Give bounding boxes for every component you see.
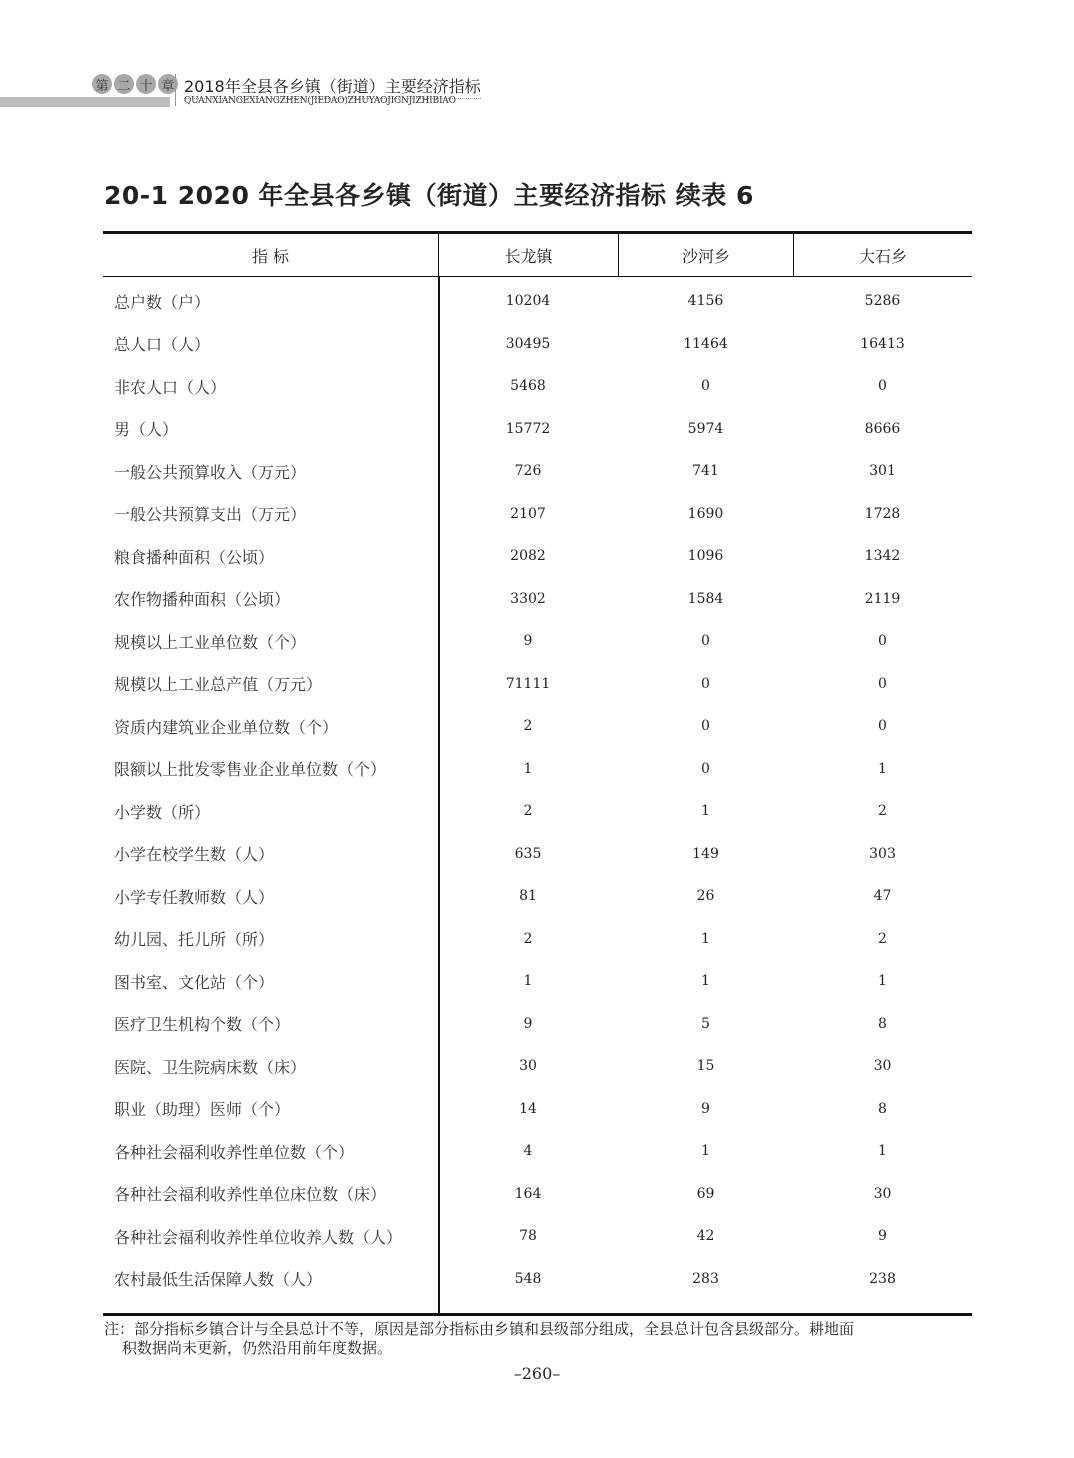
cell-value: 741 <box>692 463 719 480</box>
column-header: 沙河乡 <box>618 234 793 276</box>
table-row <box>103 1173 972 1216</box>
cell-value: 0 <box>701 718 710 735</box>
column-header: 大石乡 <box>793 234 972 276</box>
table-row <box>103 365 972 408</box>
cell-value: 15772 <box>505 420 551 437</box>
row-label: 规模以上工业总产值（万元） <box>114 675 323 695</box>
row-label: 各种社会福利收养性单位床位数（床） <box>114 1185 387 1205</box>
cell-value: 1 <box>878 760 887 777</box>
cell-value: 10204 <box>505 293 551 310</box>
cell-value: 9 <box>523 1015 533 1032</box>
cell-value: 1 <box>701 1143 710 1160</box>
row-label: 男（人） <box>114 420 179 440</box>
cell-value: 9 <box>523 633 533 650</box>
page-number: –260– <box>513 1364 561 1383</box>
footnote <box>104 1320 974 1358</box>
row-label: 限额以上批发零售业企业单位数（个） <box>114 760 387 780</box>
cell-value: 2082 <box>510 548 546 565</box>
cell-value: 2 <box>523 803 533 820</box>
cell-value: 2 <box>523 930 533 947</box>
table-row <box>103 535 972 578</box>
cell-value: 4 <box>523 1143 533 1160</box>
table-row <box>103 1045 972 1088</box>
cell-value: 1 <box>878 973 887 990</box>
cell-value: 1 <box>701 973 710 990</box>
footnote-line: 注：部分指标乡镇合计与全县总计不等，原因是部分指标由乡镇和县级部分组成，全县总计包含县级部分。耕地面 <box>104 1320 855 1338</box>
cell-value: 726 <box>514 463 542 480</box>
cell-value: 47 <box>873 888 892 905</box>
table-row <box>103 1215 972 1258</box>
table-row <box>103 748 972 791</box>
table-row <box>103 1088 972 1131</box>
table-row <box>103 493 972 536</box>
cell-value: 238 <box>869 1270 896 1287</box>
cell-value: 1 <box>523 973 533 990</box>
cell-value: 1584 <box>687 590 724 607</box>
table-row <box>103 280 972 323</box>
column-divider <box>438 277 440 1313</box>
row-label: 资质内建筑业企业单位数（个） <box>114 717 339 737</box>
row-label: 小学在校学生数（人） <box>114 845 275 865</box>
table-row <box>103 960 972 1003</box>
cell-value: 283 <box>692 1270 719 1287</box>
data-table <box>103 231 972 1316</box>
cell-value: 0 <box>701 760 710 777</box>
table-row <box>103 408 972 451</box>
table-row <box>103 663 972 706</box>
cell-value: 5468 <box>510 378 546 395</box>
table-body <box>103 277 972 1316</box>
row-label: 总人口（人） <box>114 335 211 355</box>
chapter-badge <box>92 74 178 94</box>
chapter-char: 十 <box>136 74 156 94</box>
table-row <box>103 578 972 621</box>
cell-value: 11464 <box>683 335 728 352</box>
cell-value: 14 <box>519 1100 537 1117</box>
chapter-char: 章 <box>158 74 178 94</box>
cell-value: 149 <box>692 845 719 862</box>
table-row <box>103 450 972 493</box>
cell-value: 1096 <box>687 548 724 565</box>
cell-value: 30 <box>873 1058 892 1075</box>
cell-value: 15 <box>696 1058 715 1075</box>
running-header-title: 2018年全县各乡镇（街道）主要经济指标 <box>184 74 481 99</box>
table-row <box>103 705 972 748</box>
cell-value: 30 <box>519 1058 537 1075</box>
table-row <box>103 620 972 663</box>
row-label: 各种社会福利收养性单位收养人数（人） <box>114 1227 403 1247</box>
row-label: 小学数（所） <box>114 802 211 822</box>
cell-value: 8666 <box>864 420 901 437</box>
column-header: 长龙镇 <box>438 234 618 276</box>
cell-value: 1728 <box>864 505 901 522</box>
row-label: 总户数（户） <box>114 292 211 312</box>
cell-value: 5286 <box>864 293 901 310</box>
cell-value: 16413 <box>860 335 905 352</box>
cell-value: 1 <box>878 1143 887 1160</box>
cell-value: 30 <box>873 1185 892 1202</box>
row-label: 一般公共预算收入（万元） <box>114 462 307 482</box>
row-label: 图书室、文化站（个） <box>114 972 275 992</box>
row-label: 小学专任教师数（人） <box>114 887 275 907</box>
cell-value: 0 <box>878 378 887 395</box>
table-row <box>103 1130 972 1173</box>
cell-value: 2119 <box>864 590 901 607</box>
row-label: 非农人口（人） <box>114 377 227 397</box>
footnote-line: 积数据尚未更新，仍然沿用前年度数据。 <box>122 1339 393 1357</box>
cell-value: 71111 <box>505 675 551 692</box>
cell-value: 301 <box>869 463 896 480</box>
cell-value: 0 <box>878 675 887 692</box>
header-decor-bar <box>0 97 170 107</box>
running-header-subtitle: QUANXIANGEXIANGZHEN(JIEDAO)ZHUYAOJIGNJIZHIBIAO <box>184 96 456 106</box>
header-divider <box>175 74 176 106</box>
cell-value: 2107 <box>510 505 546 522</box>
table-row <box>103 918 972 961</box>
cell-value: 2 <box>523 718 533 735</box>
row-label: 规模以上工业单位数（个） <box>114 632 307 652</box>
cell-value: 0 <box>701 378 710 395</box>
cell-value: 42 <box>696 1228 715 1245</box>
cell-value: 1690 <box>687 505 724 522</box>
table-title: 20-1 2020 年全县各乡镇（街道）主要经济指标 续表 6 <box>104 181 754 210</box>
cell-value: 9 <box>701 1100 710 1117</box>
cell-value: 4156 <box>687 293 724 310</box>
cell-value: 1342 <box>864 548 901 565</box>
cell-value: 1 <box>523 760 533 777</box>
table-row <box>103 875 972 918</box>
cell-value: 0 <box>701 675 710 692</box>
cell-value: 548 <box>514 1270 542 1287</box>
row-label: 医院、卫生院病床数（床） <box>114 1057 307 1077</box>
chapter-char: 二 <box>114 74 134 94</box>
cell-value: 30495 <box>505 335 551 352</box>
cell-value: 1 <box>701 930 710 947</box>
row-label: 粮食播种面积（公顷） <box>114 547 275 567</box>
cell-value: 164 <box>514 1185 542 1202</box>
cell-value: 0 <box>878 633 887 650</box>
row-label: 医疗卫生机构个数（个） <box>114 1015 291 1035</box>
row-label: 一般公共预算支出（万元） <box>114 505 307 525</box>
row-label: 幼儿园、托儿所（所） <box>114 930 275 950</box>
row-label: 职业（助理）医师（个） <box>114 1100 291 1120</box>
cell-value: 635 <box>514 845 542 862</box>
cell-value: 2 <box>878 930 887 947</box>
cell-value: 5 <box>701 1015 710 1032</box>
cell-value: 0 <box>701 633 710 650</box>
cell-value: 69 <box>696 1185 715 1202</box>
cell-value: 81 <box>519 888 537 905</box>
cell-value: 78 <box>519 1228 537 1245</box>
table-header <box>103 231 972 277</box>
cell-value: 9 <box>878 1228 887 1245</box>
table-row <box>103 323 972 366</box>
table-row <box>103 1003 972 1046</box>
row-label: 农作物播种面积（公顷） <box>114 590 291 610</box>
row-label: 农村最低生活保障人数（人） <box>114 1270 323 1290</box>
cell-value: 8 <box>878 1100 887 1117</box>
cell-value: 5974 <box>687 420 724 437</box>
table-row <box>103 790 972 833</box>
cell-value: 0 <box>878 718 887 735</box>
cell-value: 303 <box>869 845 896 862</box>
chapter-char: 第 <box>92 74 112 94</box>
row-label: 各种社会福利收养性单位数（个） <box>114 1142 355 1162</box>
cell-value: 26 <box>696 888 715 905</box>
table-row <box>103 833 972 876</box>
cell-value: 1 <box>701 803 710 820</box>
cell-value: 8 <box>878 1015 887 1032</box>
cell-value: 3302 <box>510 590 546 607</box>
table-row <box>103 1258 972 1301</box>
cell-value: 2 <box>878 803 887 820</box>
column-header: 指 标 <box>251 246 290 266</box>
